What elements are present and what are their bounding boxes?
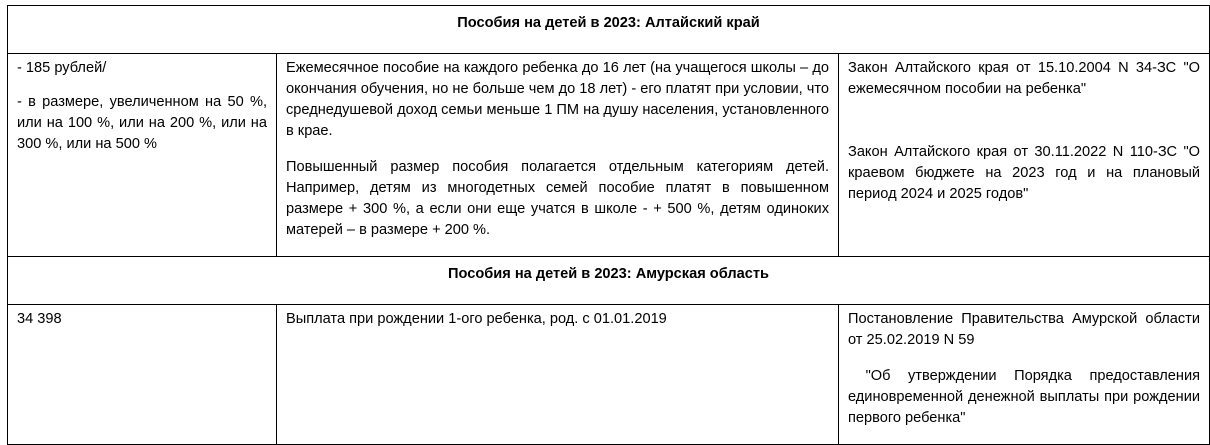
section-header-cell [8, 6, 1210, 54]
benefits-table [7, 5, 1210, 445]
law-paragraph: Постановление Правительства Амурской области от 25.02.2019 N 59 [848, 311, 1201, 348]
section-title: Пособия на детей в 2023: Амурская область [448, 266, 769, 282]
law-paragraph: Закон Алтайского края от 15.10.2004 N 34-ЗС "О ежемесячном пособии на ребенка" [848, 60, 1201, 97]
amount-cell [8, 305, 277, 445]
section-header-cell [8, 257, 1210, 305]
law-paragraph: "Об утверждении Порядка предоставления единовременной денежной выплаты при рождении первого ребенка" [848, 368, 1205, 426]
table-row [8, 54, 1210, 257]
law-cell [839, 54, 1210, 257]
section-header-altai [8, 6, 1210, 54]
amount-line: 34 398 [17, 311, 62, 327]
description-paragraph: Ежемесячное пособие на каждого ребенка до 16 лет (на учащегося школы – до окончания обучения, но не больше чем до 18 лет) - его платят при условии, что среднедушевой доход семьи меньше 1 ПМ на душу населения, установленного в крае. [286, 60, 829, 139]
table-row [8, 305, 1210, 445]
amount-line: - 185 рублей/ [17, 60, 107, 76]
description-cell [277, 305, 839, 445]
description-cell [277, 54, 839, 257]
section-header-amur [8, 257, 1210, 305]
law-paragraph: Закон Алтайского края от 30.11.2022 N 110-ЗС "О краевом бюджете на 2023 год и на плановый период 2024 и 2025 годов" [848, 144, 1201, 202]
description-paragraph: Повышенный размер пособия полагается отдельным категориям детей. Например, детям из многодетных семей пособие платят в повышенном размере + 300 %, а если они еще учатся в школе - + 500 %, детям одиноких матерей – в размере + 200 %. [286, 159, 829, 238]
section-title: Пособия на детей в 2023: Алтайский край [457, 15, 760, 31]
amount-line: - в размере, увеличенном на 50 %, или на 100 %, или на 200 %, или на 300 %, или на 500 % [17, 94, 267, 152]
description-paragraph: Выплата при рождении 1-ого ребенка, род. с 01.01.2019 [286, 311, 667, 327]
amount-cell [8, 54, 277, 257]
law-cell [839, 305, 1210, 445]
